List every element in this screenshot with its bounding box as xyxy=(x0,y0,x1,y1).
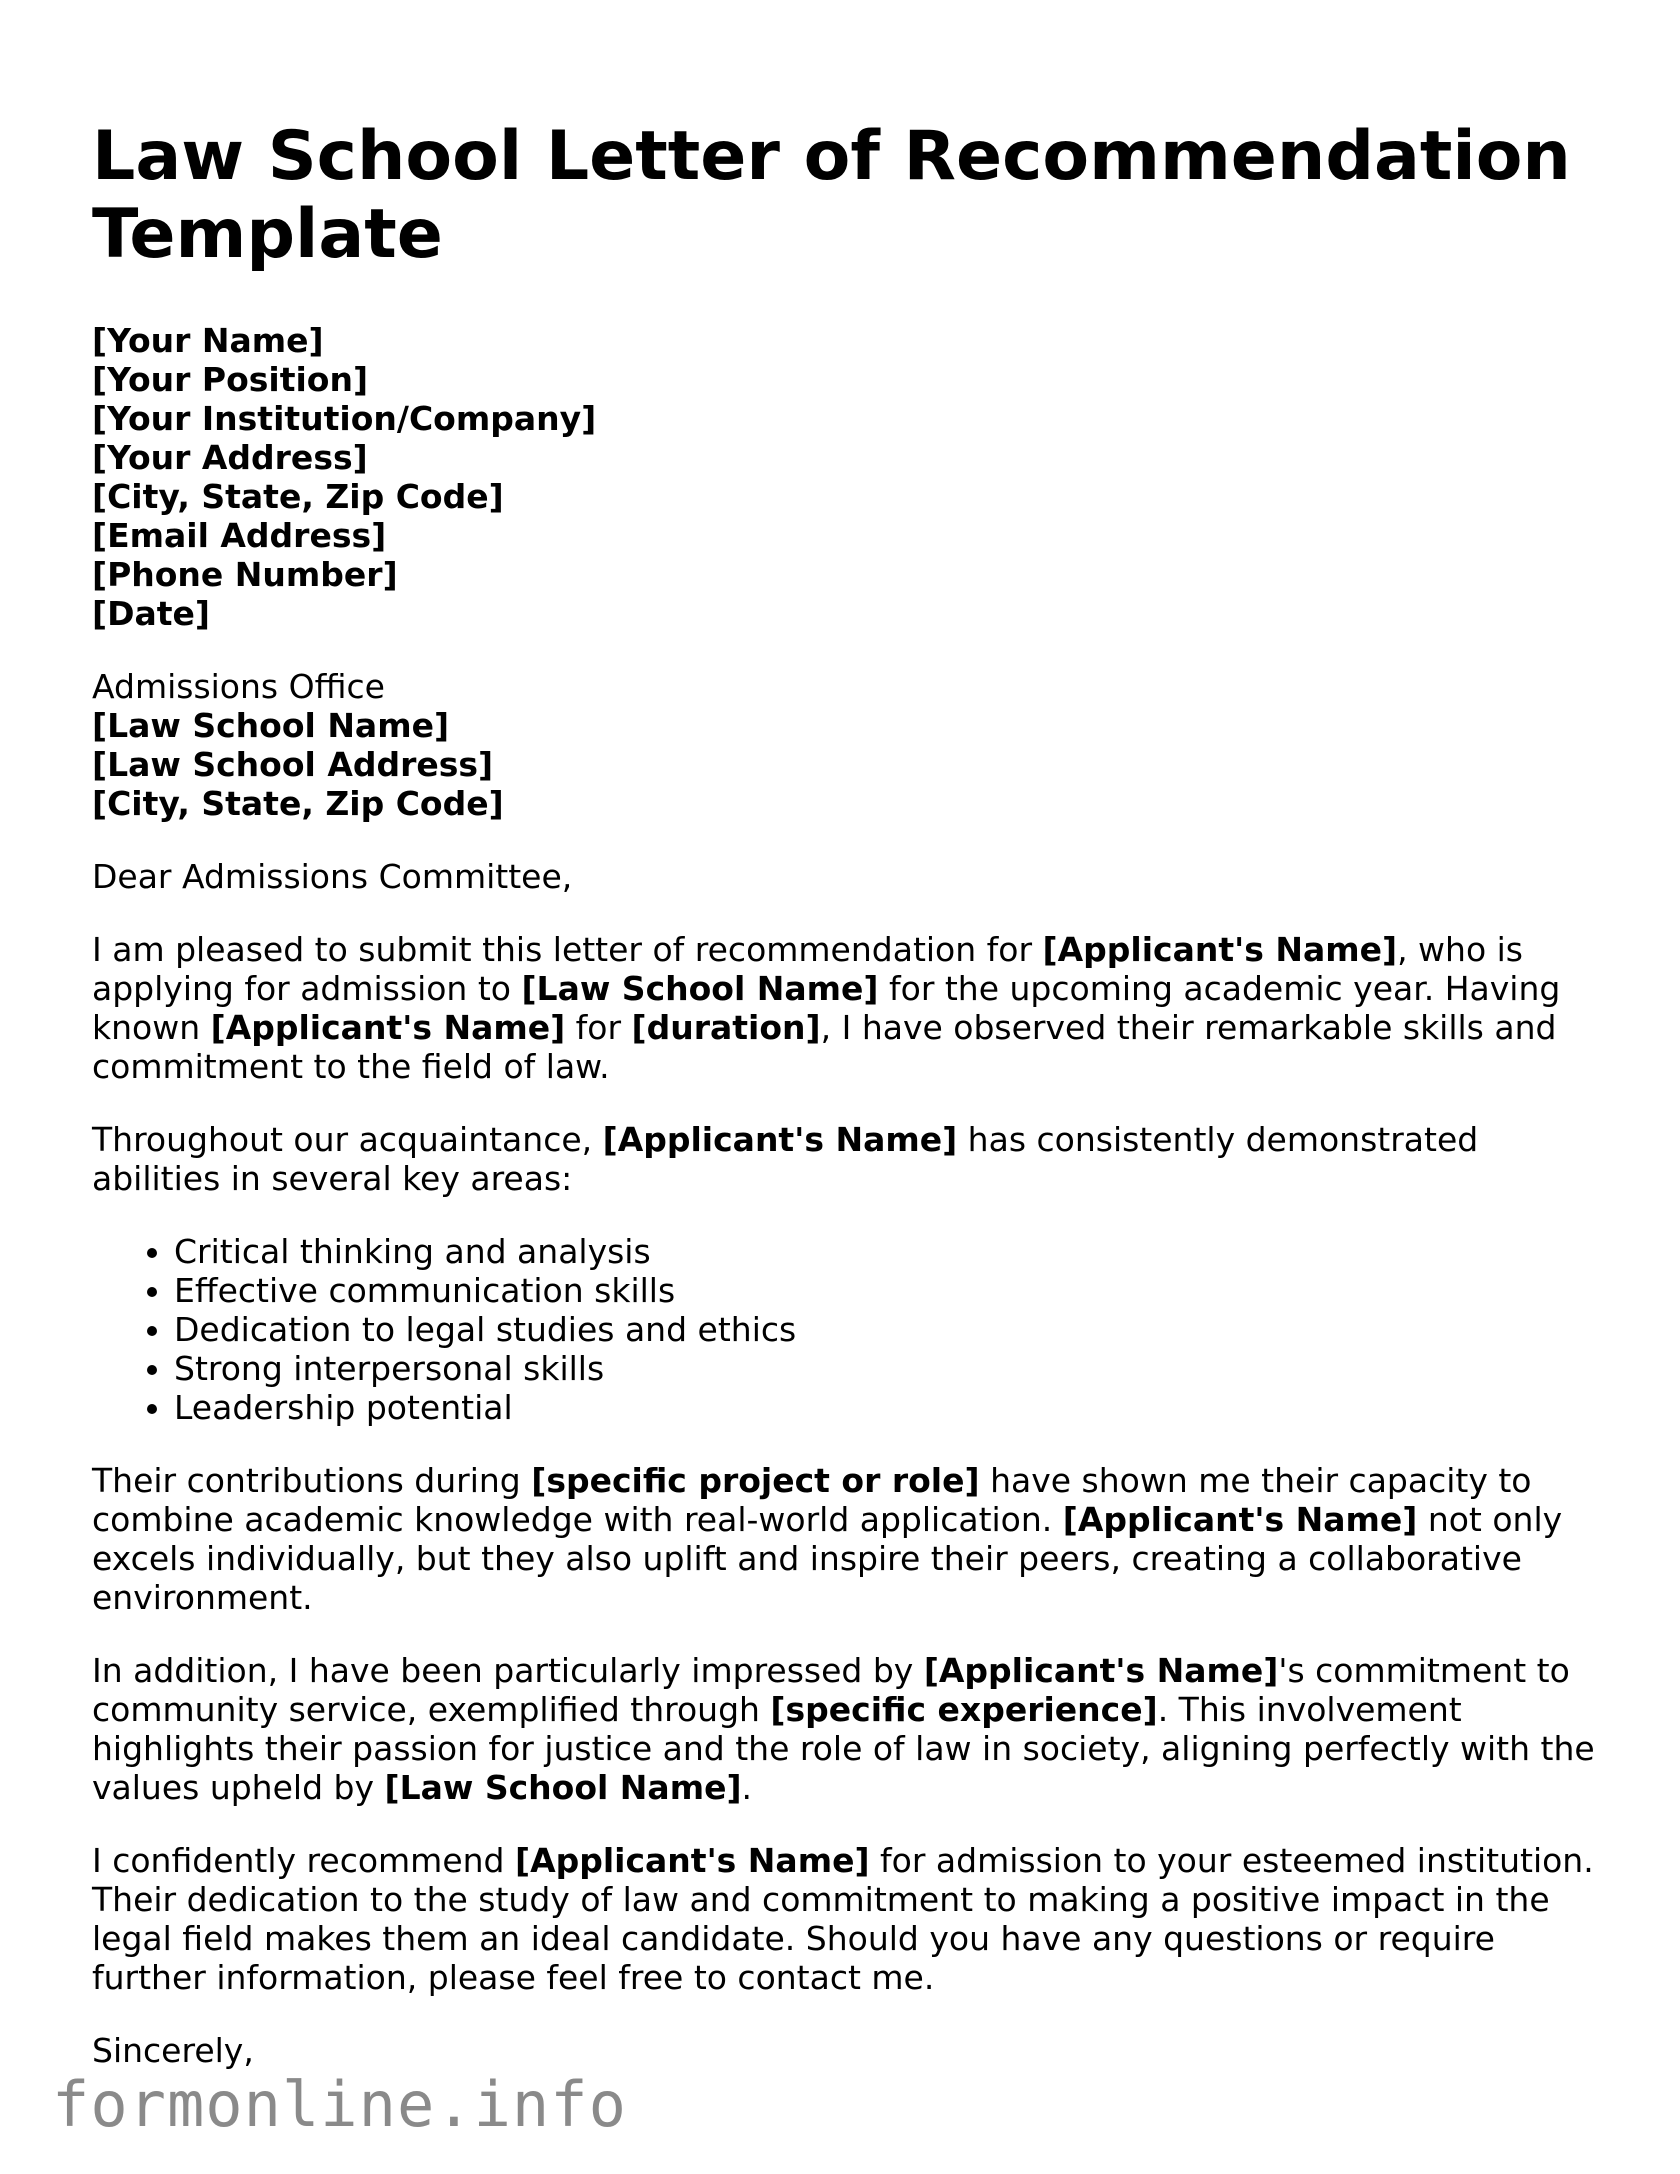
recipient-block xyxy=(92,667,1612,823)
paragraph-abilities xyxy=(92,1120,1612,1198)
recipient-office: Admissions Office xyxy=(92,667,385,706)
text-run: has consistently demonstrated abilities in several key areas: xyxy=(92,1120,1479,1198)
text-run: , I have observed their remarkable skills and commitment to the field of law. xyxy=(92,1008,1557,1086)
placeholder-duration: [duration] xyxy=(631,1008,821,1047)
paragraph-community-service xyxy=(92,1651,1612,1807)
text-run: 's commitment to community service, exemplified through xyxy=(92,1651,1570,1729)
sender-institution: [Your Institution/Company] xyxy=(92,399,597,438)
placeholder-law-school-name: [Law School Name] xyxy=(384,1768,742,1807)
salutation: Dear Admissions Committee, xyxy=(92,857,573,896)
list-item: • Critical thinking and analysis xyxy=(174,1232,1612,1271)
text-run: . This involvement highlights their passion for justice and the role of law in society, aligning perfectly with the values upheld by xyxy=(92,1690,1595,1807)
watermark: formonline.info xyxy=(52,2068,627,2141)
placeholder-specific-project: [specific project or role] xyxy=(531,1461,980,1500)
list-item: • Dedication to legal studies and ethics xyxy=(174,1310,1612,1349)
text-run: have shown me their capacity to combine academic knowledge with real-world application. xyxy=(92,1461,1532,1539)
text-run: Their contributions during xyxy=(92,1461,532,1500)
sender-phone: [Phone Number] xyxy=(92,555,398,594)
paragraph-intro xyxy=(92,930,1612,1086)
placeholder-applicant-name: [Applicant's Name] xyxy=(1062,1500,1418,1539)
recipient-school-address: [Law School Address] xyxy=(92,745,494,784)
text-run: . xyxy=(741,1768,753,1807)
skills-list xyxy=(92,1232,1612,1427)
sender-address: [Your Address] xyxy=(92,438,368,477)
text-run: In addition, I have been particularly impressed by xyxy=(92,1651,924,1690)
text-run: I confidently recommend xyxy=(92,1841,515,1880)
sender-email: [Email Address] xyxy=(92,516,387,555)
placeholder-applicant-name: [Applicant's Name] xyxy=(923,1651,1279,1690)
text-run: , who is applying for admission to xyxy=(92,930,1524,1008)
sender-city-state-zip: [City, State, Zip Code] xyxy=(92,477,504,516)
placeholder-applicant-name: [Applicant's Name] xyxy=(514,1841,870,1880)
recipient-city-state-zip: [City, State, Zip Code] xyxy=(92,784,504,823)
text-run: Throughout our acquaintance, xyxy=(92,1120,603,1159)
letter-date: [Date] xyxy=(92,594,210,633)
placeholder-applicant-name: [Applicant's Name] xyxy=(210,1008,566,1047)
list-item: • Leadership potential xyxy=(174,1388,1612,1427)
sender-name: [Your Name] xyxy=(92,321,324,360)
text-run: for the upcoming academic year. Having known xyxy=(92,969,1561,1047)
placeholder-specific-experience: [specific experience] xyxy=(770,1690,1158,1729)
recipient-school-name: [Law School Name] xyxy=(92,706,450,745)
page-title: Law School Letter of Recommendation Template xyxy=(92,117,1571,274)
text-run: not only excels individually, but they also uplift and inspire their peers, creating a collaborative environment. xyxy=(92,1500,1563,1617)
closing: Sincerely, xyxy=(92,2031,254,2070)
placeholder-applicant-name: [Applicant's Name] xyxy=(602,1120,958,1159)
text-run: for admission to your esteemed institution. Their dedication to the study of law and commitment to making a positive impact in the legal field makes them an ideal candidate. Should you have any questions or require further information, please feel free to contact me. xyxy=(92,1841,1594,1997)
text-run: for xyxy=(565,1008,632,1047)
sender-position: [Your Position] xyxy=(92,360,369,399)
list-item: • Strong interpersonal skills xyxy=(174,1349,1612,1388)
paragraph-recommendation xyxy=(92,1841,1612,1997)
placeholder-law-school-name: [Law School Name] xyxy=(521,969,879,1008)
letter-page xyxy=(92,118,1612,2070)
placeholder-applicant-name: [Applicant's Name] xyxy=(1042,930,1398,969)
paragraph-contributions xyxy=(92,1461,1612,1617)
list-item: • Effective communication skills xyxy=(174,1271,1612,1310)
sender-block xyxy=(92,321,1612,633)
text-run: I am pleased to submit this letter of recommendation for xyxy=(92,930,1043,969)
